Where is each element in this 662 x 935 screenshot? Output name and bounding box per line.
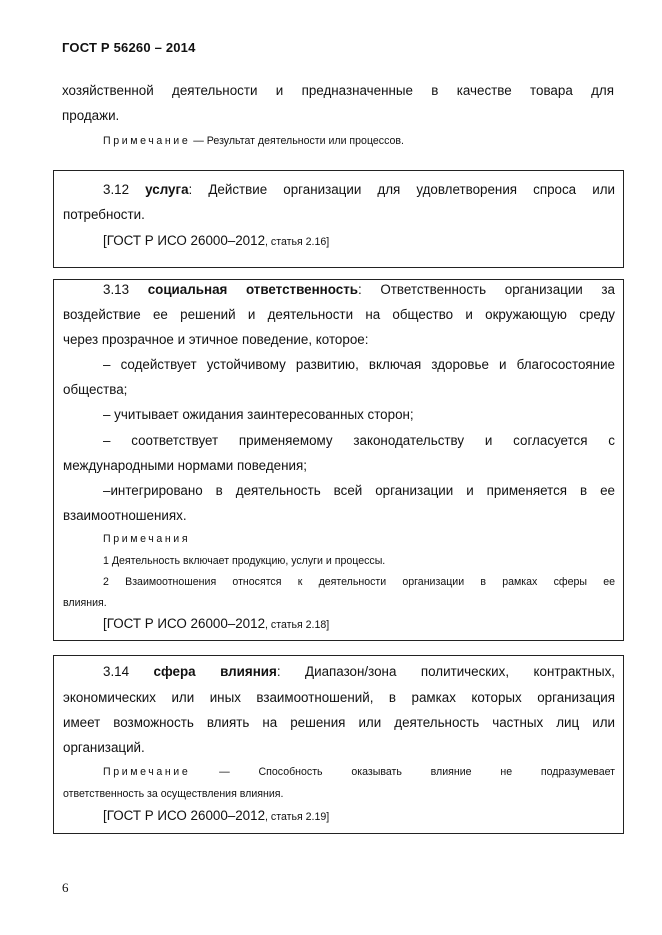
term-3-13-line-2: воздействие ее решений и деятельности на общество и окружающую среду (63, 307, 615, 322)
term-3-14-line-3: имеет возможность влиять на решения или деятельность частных лиц или (63, 715, 615, 730)
term-number: 3.14 (103, 664, 154, 679)
term-definition: : Действие организации для удовлетворения спроса или (188, 182, 615, 197)
term-title: услуга (145, 182, 189, 197)
term-3-14-reference (63, 804, 615, 829)
note-text: — Способность оказывать влияние не подразумевает (190, 766, 615, 778)
note-1: 1 Деятельность включает продукцию, услуги и процессы. (103, 555, 386, 567)
reference-standard: [ГОСТ Р ИСО 26000–2012 (103, 808, 266, 823)
list-item-1-a: – содействует устойчивому развитию, включая здоровье и благосостояние (103, 357, 615, 372)
term-number: 3.12 (103, 182, 146, 197)
term-3-13-line-3: через прозрачное и этичное поведение, которое: (63, 332, 369, 347)
term-title: сфера влияния (153, 664, 277, 679)
term-definition: : Ответственность организации за (358, 282, 615, 297)
intro-note (62, 131, 614, 151)
term-3-12-reference (63, 229, 615, 254)
reference-article: , статья 2.19] (265, 811, 330, 823)
intro-line-1: хозяйственной деятельности и предназначенные в качестве товара для (62, 83, 614, 98)
term-box-3-13 (53, 279, 624, 641)
term-3-12-line-1 (63, 178, 615, 202)
reference-article: , статья 2.18] (265, 619, 330, 631)
notes-label: Примечания (103, 533, 191, 545)
term-3-14-line-4: организаций. (63, 740, 145, 755)
reference-article: , статья 2.16] (265, 236, 330, 248)
note-text: — Результат деятельности или процессов. (190, 135, 404, 147)
term-definition: : Диапазон/зона политических, контрактных, (276, 664, 615, 679)
note-label: Примечание (103, 135, 191, 147)
list-item-3-b: международными нормами поведения; (63, 458, 307, 473)
list-item-2: – учитывает ожидания заинтересованных сторон; (103, 407, 414, 422)
term-3-13-reference (63, 612, 615, 637)
term-3-12-line-2: потребности. (63, 207, 145, 222)
term-title: социальная ответственность (147, 282, 358, 297)
term-3-14-note-b: ответственность за осуществления влияния. (63, 788, 284, 800)
list-item-4-b: взаимоотношениях. (63, 508, 187, 523)
note-2-b: влияния. (63, 597, 107, 609)
list-item-3-a: – соответствует применяемому законодательству и согласуется с (103, 433, 615, 448)
term-3-13-line-1 (63, 278, 615, 302)
list-item-1-b: общества; (63, 382, 128, 397)
document-header: ГОСТ Р 56260 – 2014 (62, 40, 196, 55)
intro-line-2: продажи. (62, 108, 120, 123)
term-3-14-line-1 (63, 660, 615, 684)
note-2-a: 2 Взаимоотношения относятся к деятельности организации в рамках сферы ее (103, 576, 615, 588)
page-number: 6 (62, 880, 69, 895)
term-3-14-note-a (63, 760, 615, 784)
reference-standard: [ГОСТ Р ИСО 26000–2012 (103, 616, 266, 631)
term-number: 3.13 (103, 282, 148, 297)
term-box-3-12 (53, 170, 624, 268)
note-label: Примечание (103, 766, 191, 778)
list-item-4-a: –интегрировано в деятельность всей организации и применяется в ее (103, 483, 615, 498)
reference-standard: [ГОСТ Р ИСО 26000–2012 (103, 233, 266, 248)
term-3-14-line-2: экономических или иных взаимоотношений, в рамках которых организация (63, 690, 615, 705)
term-box-3-14 (53, 655, 624, 834)
